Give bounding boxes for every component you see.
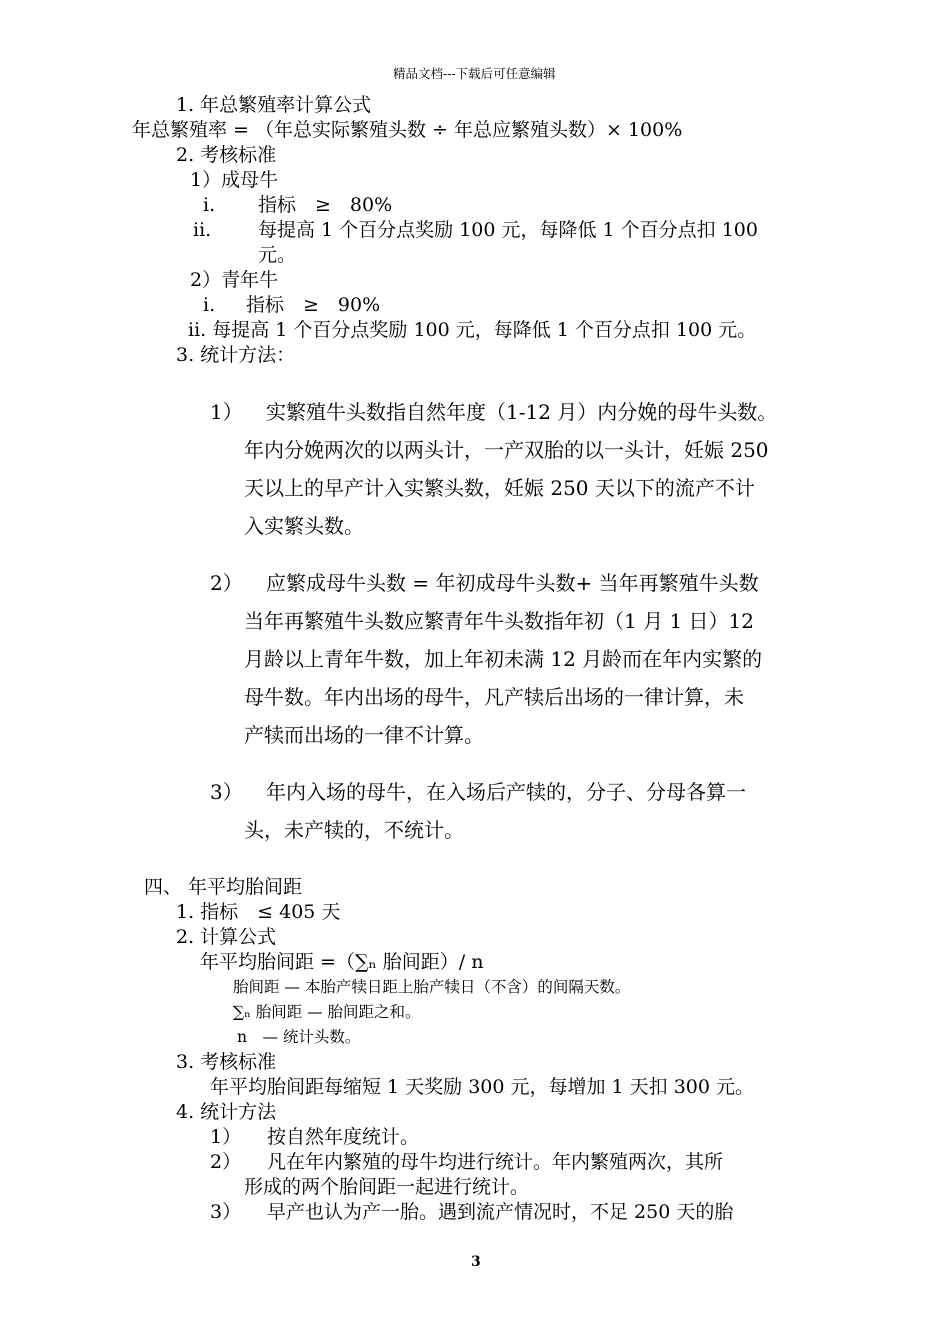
definition-n: n — 统计头数。 — [237, 1028, 361, 1046]
reward-interval: 年平均胎间距每缩短 1 天奖励 300 元，每增加 1 天扣 300 元。 — [210, 1076, 755, 1098]
item-young-cow: 2）青年牛 — [190, 269, 279, 291]
para2-line3: 月龄以上青年牛数，加上年初未满 12 月龄而在年内实繁的 — [244, 647, 763, 671]
definition-sum: ∑ₙ 胎间距 — 胎间距之和。 — [233, 1003, 421, 1021]
reward-line-2: ii. 每提高 1 个百分点奖励 100 元，每降低 1 个百分点扣 100 元。 — [188, 319, 757, 341]
method-2-line2: 形成的两个胎间距一起进行统计。 — [244, 1176, 530, 1198]
para3-line1: 年内入场的母牛，在入场后产犊的，分子、分母各算一 — [266, 780, 746, 804]
method-2-line1: 凡在年内繁殖的母牛均进行统计。年内繁殖两次，其所 — [267, 1151, 724, 1173]
reward-line-1: 每提高 1 个百分点奖励 100 元，每降低 1 个百分点扣 100 — [258, 219, 758, 241]
method-1-text: 按自然年度统计。 — [267, 1126, 420, 1148]
method-1-number: 1） — [210, 1126, 242, 1148]
method-3-number: 3） — [210, 1201, 242, 1223]
heading-standard-2: 3. 考核标准 — [176, 1051, 277, 1073]
para3-line2: 头，未产犊的，不统计。 — [244, 818, 464, 842]
para2-line4: 母牛数。年内出场的母牛，凡产犊后出场的一律计算，未 — [244, 685, 744, 709]
para1-line4: 入实繁头数。 — [244, 514, 364, 538]
para1-number: 1） — [210, 400, 243, 424]
indicator-405: 1. 指标 ≤ 405 天 — [176, 901, 341, 923]
roman-i-2: i. — [203, 294, 216, 316]
definition-interval: 胎间距 — 本胎产犊日距上胎产犊日（不含）的间隔天数。 — [233, 978, 631, 996]
method-2-number: 2） — [210, 1151, 242, 1173]
para1-line2: 年内分娩两次的以两头计，一产双胎的以一头计，妊娠 250 — [244, 438, 769, 462]
para2-line5: 产犊而出场的一律不计算。 — [244, 723, 484, 747]
formula-interval: 年平均胎间距 =（∑ₙ 胎间距）/ n — [200, 951, 484, 973]
heading-formula: 1. 年总繁殖率计算公式 — [176, 94, 372, 116]
para2-line1: 应繁成母牛头数 = 年初成母牛头数+ 当年再繁殖牛头数 — [266, 571, 759, 595]
item-mature-cow: 1）成母牛 — [190, 169, 279, 191]
heading-method: 3. 统计方法： — [176, 344, 296, 366]
para1-line3: 天以上的早产计入实繁头数，妊娠 250 天以下的流产不计 — [244, 476, 755, 500]
indicator-90: 指标 ≥ 90% — [246, 294, 381, 316]
page-header: 精品文档---下载后可任意编辑 — [393, 66, 556, 81]
page-number: 3 — [471, 1254, 481, 1270]
roman-ii: ii. — [193, 219, 212, 241]
heading-standard: 2. 考核标准 — [176, 144, 277, 166]
para2-line2: 当年再繁殖牛头数应繁青年牛头数指年初（1 月 1 日）12 — [244, 609, 754, 633]
heading-method-2: 4. 统计方法 — [176, 1101, 277, 1123]
para3-number: 3） — [210, 780, 243, 804]
roman-i: i. — [203, 194, 216, 216]
indicator-80: 指标 ≥ 80% — [258, 194, 393, 216]
heading-formula-2: 2. 计算公式 — [176, 926, 277, 948]
para2-number: 2） — [210, 571, 243, 595]
method-3-line1: 早产也认为产一胎。遇到流产情况时，不足 250 天的胎 — [267, 1201, 734, 1223]
para1-line1: 实繁殖牛头数指自然年度（1-12 月）内分娩的母牛头数。 — [266, 400, 778, 424]
formula-line: 年总繁殖率 = （年总实际繁殖头数 ÷ 年总应繁殖头数）× 100% — [132, 119, 683, 141]
reward-line-1-cont: 元。 — [258, 244, 297, 266]
section-four-title: 四、 年平均胎间距 — [144, 876, 303, 898]
